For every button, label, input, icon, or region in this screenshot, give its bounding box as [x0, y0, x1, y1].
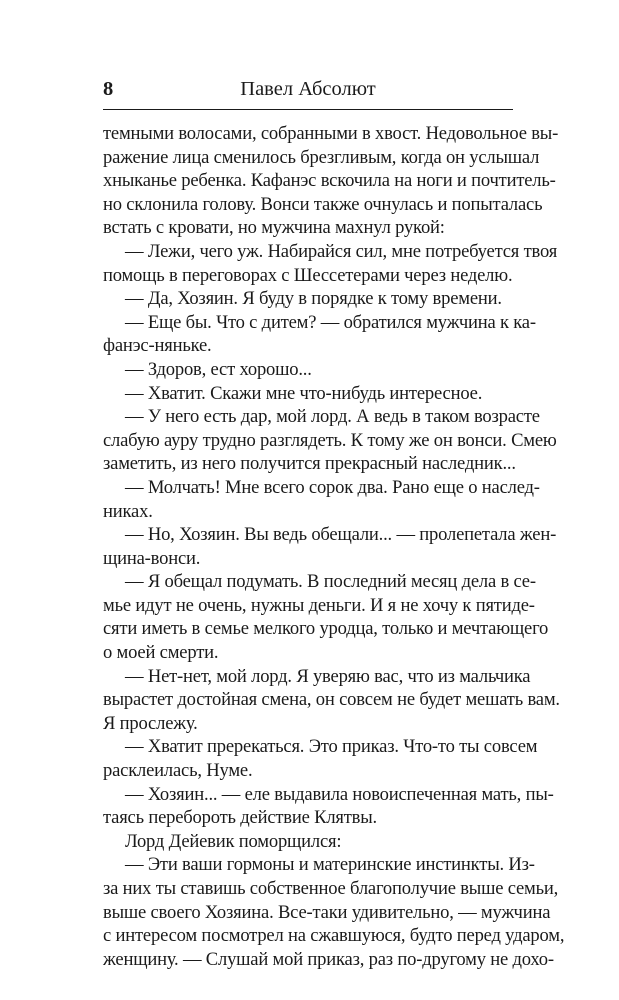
- text-line: помощь в переговорах с Шессетерами через неделю.: [103, 264, 513, 286]
- text-line: но склонила голову. Вонси также очнулась и попыталась: [103, 193, 543, 215]
- text-line: сяти иметь в семье мелкого уродца, только и мечтающего: [103, 618, 549, 640]
- text-line: — Здоров, ест хорошо...: [125, 358, 312, 380]
- text-line: — Лежи, чего уж. Набирайся сил, мне потребуется твоя: [125, 240, 558, 262]
- text-line: — Молчать! Мне всего сорок два. Рано еще о наслед-: [125, 476, 540, 498]
- text-line: мье идут не очень, нужны деньги. И я не хочу к пятиде-: [103, 594, 535, 616]
- text-line: вырастет достойная смена, он совсем не будет мешать вам.: [103, 689, 560, 711]
- text-line: Я прослежу.: [103, 712, 198, 734]
- running-title: Павел Абсолют: [240, 78, 376, 100]
- text-line: встать с кровати, но мужчина махнул рукой:: [103, 217, 445, 239]
- text-line: — Эти ваши гормоны и материнские инстинкты. Из-: [125, 854, 535, 876]
- text-line: таясь перебороть действие Клятвы.: [103, 807, 378, 829]
- text-line: щина-вонси.: [103, 547, 201, 569]
- text-line: — Да, Хозяин. Я буду в порядке к тому времени.: [125, 288, 502, 310]
- text-line: Лорд Дейевик поморщился:: [125, 830, 342, 852]
- text-line: темными волосами, собранными в хвост. Недовольное вы-: [103, 123, 559, 144]
- running-header: [103, 76, 513, 102]
- text-line: — Хозяин... — еле выдавила новоиспеченная мать, пы-: [125, 783, 554, 805]
- text-line: с интересом посмотрел на сжавшуюся, будто перед ударом,: [103, 925, 565, 947]
- text-line: — Я обещал подумать. В последний месяц дела в се-: [125, 571, 536, 593]
- text-line: — Хватит. Скажи мне что-нибудь интересное.: [125, 382, 483, 404]
- text-line: фанэс-няньке.: [103, 335, 212, 357]
- text-line: — Нет-нет, мой лорд. Я уверяю вас, что из мальчика: [125, 665, 531, 687]
- text-line: хныканье ребенка. Кафанэс вскочила на ноги и почтитель-: [103, 170, 556, 192]
- text-line: — Еще бы. Что с дитем? — обратился мужчина к ка-: [125, 311, 536, 333]
- page-number: 8: [103, 78, 114, 100]
- text-line: заметить, из него получится прекрасный наследник...: [103, 453, 516, 475]
- text-line: никах.: [103, 500, 153, 522]
- header-rule: [103, 109, 513, 110]
- text-line: выше своего Хозяина. Все-таки удивительно, — мужчина: [103, 901, 551, 923]
- text-line: слабую ауру трудно разглядеть. К тому же он вонси. Смею: [103, 429, 557, 451]
- text-line: расклеилась, Нуме.: [103, 760, 253, 782]
- text-line: — Хватит пререкаться. Это приказ. Что-то ты совсем: [125, 736, 538, 758]
- text-line: — У него есть дар, мой лорд. А ведь в таком возрасте: [125, 406, 540, 428]
- text-line: за них ты ставишь собственное благополучие выше семьи,: [103, 878, 559, 899]
- text-line: о моей смерти.: [103, 642, 219, 664]
- body-text: [103, 122, 565, 971]
- text-line: — Но, Хозяин. Вы ведь обещали... — пролепетала жен-: [125, 524, 557, 546]
- text-line: ражение лица сменилось брезгливым, когда он услышал: [103, 146, 540, 168]
- text-line: женщину. — Слушай мой приказ, раз по-другому не дохо-: [103, 948, 554, 970]
